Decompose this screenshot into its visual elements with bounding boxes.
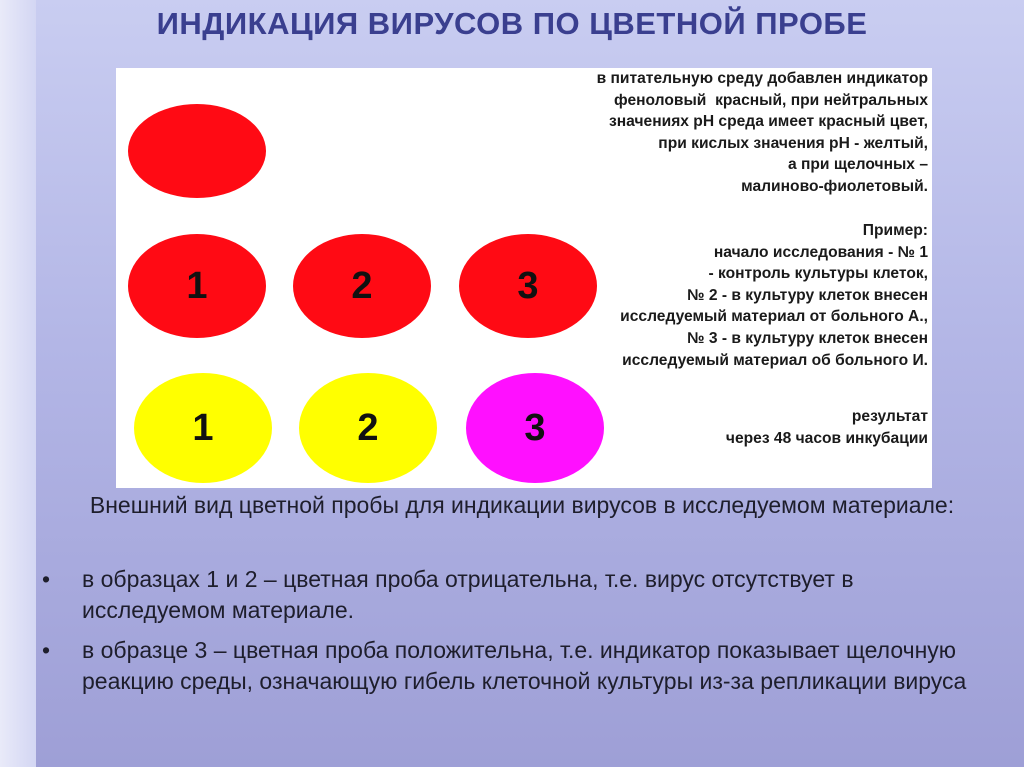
- result-description: результат через 48 часов инкубации: [725, 408, 928, 447]
- slide-title: ИНДИКАЦИЯ ВИРУСОВ ПО ЦВЕТНОЙ ПРОБЕ: [156, 6, 868, 41]
- list-item: [40, 564, 990, 626]
- color-test-figure: [116, 68, 932, 488]
- slide-side-band: [0, 0, 36, 767]
- start-sample-3-label: 3: [517, 264, 539, 307]
- result-sample-1-label: 1: [192, 406, 214, 449]
- list-item-text: в образцах 1 и 2 – цветная проба отрицательна, т.е. вирус отсутствует в исследуемом материале.: [82, 566, 854, 623]
- start-sample-2-label: 2: [351, 264, 373, 307]
- bullet-icon: •: [42, 637, 51, 663]
- result-sample-2-label: 2: [357, 406, 379, 449]
- result-sample-1-circle: [134, 373, 272, 483]
- result-sample-3-circle: [466, 373, 604, 483]
- example-description: Пример: начало исследования - № 1 - контроль культуры клеток, № 2 - в культуру клеток внесен исследуемый материал от больного А., № 3 - в культуру клеток внесен исследуемый материал об больного И.: [620, 222, 928, 369]
- start-sample-1-label: 1: [186, 264, 208, 307]
- start-sample-1-circle: [128, 234, 266, 338]
- list-item-text: в образце 3 – цветная проба положительна, т.е. индикатор показывает щелочную реакцию среды, означающую гибель клеточной культуры из-за репликации вируса: [82, 637, 967, 694]
- list-item: [40, 635, 990, 697]
- bullet-icon: •: [42, 566, 51, 592]
- reference-red-circle: [128, 104, 266, 198]
- result-sample-2-circle: [299, 373, 437, 483]
- result-sample-3-label: 3: [524, 406, 546, 449]
- start-sample-2-circle: [293, 234, 431, 338]
- figure-caption: Внешний вид цветной пробы для индикации вирусов в исследуемом материале:: [89, 492, 955, 518]
- start-sample-3-circle: [459, 234, 597, 338]
- conclusion-list: [40, 564, 990, 706]
- indicator-description: в питательную среду добавлен индикатор феноловый красный, при нейтральных значениях pH среда имеет красный цвет, при кислых значения pH - желтый, а при щелочных – малиново-фиолетовый.: [596, 70, 928, 195]
